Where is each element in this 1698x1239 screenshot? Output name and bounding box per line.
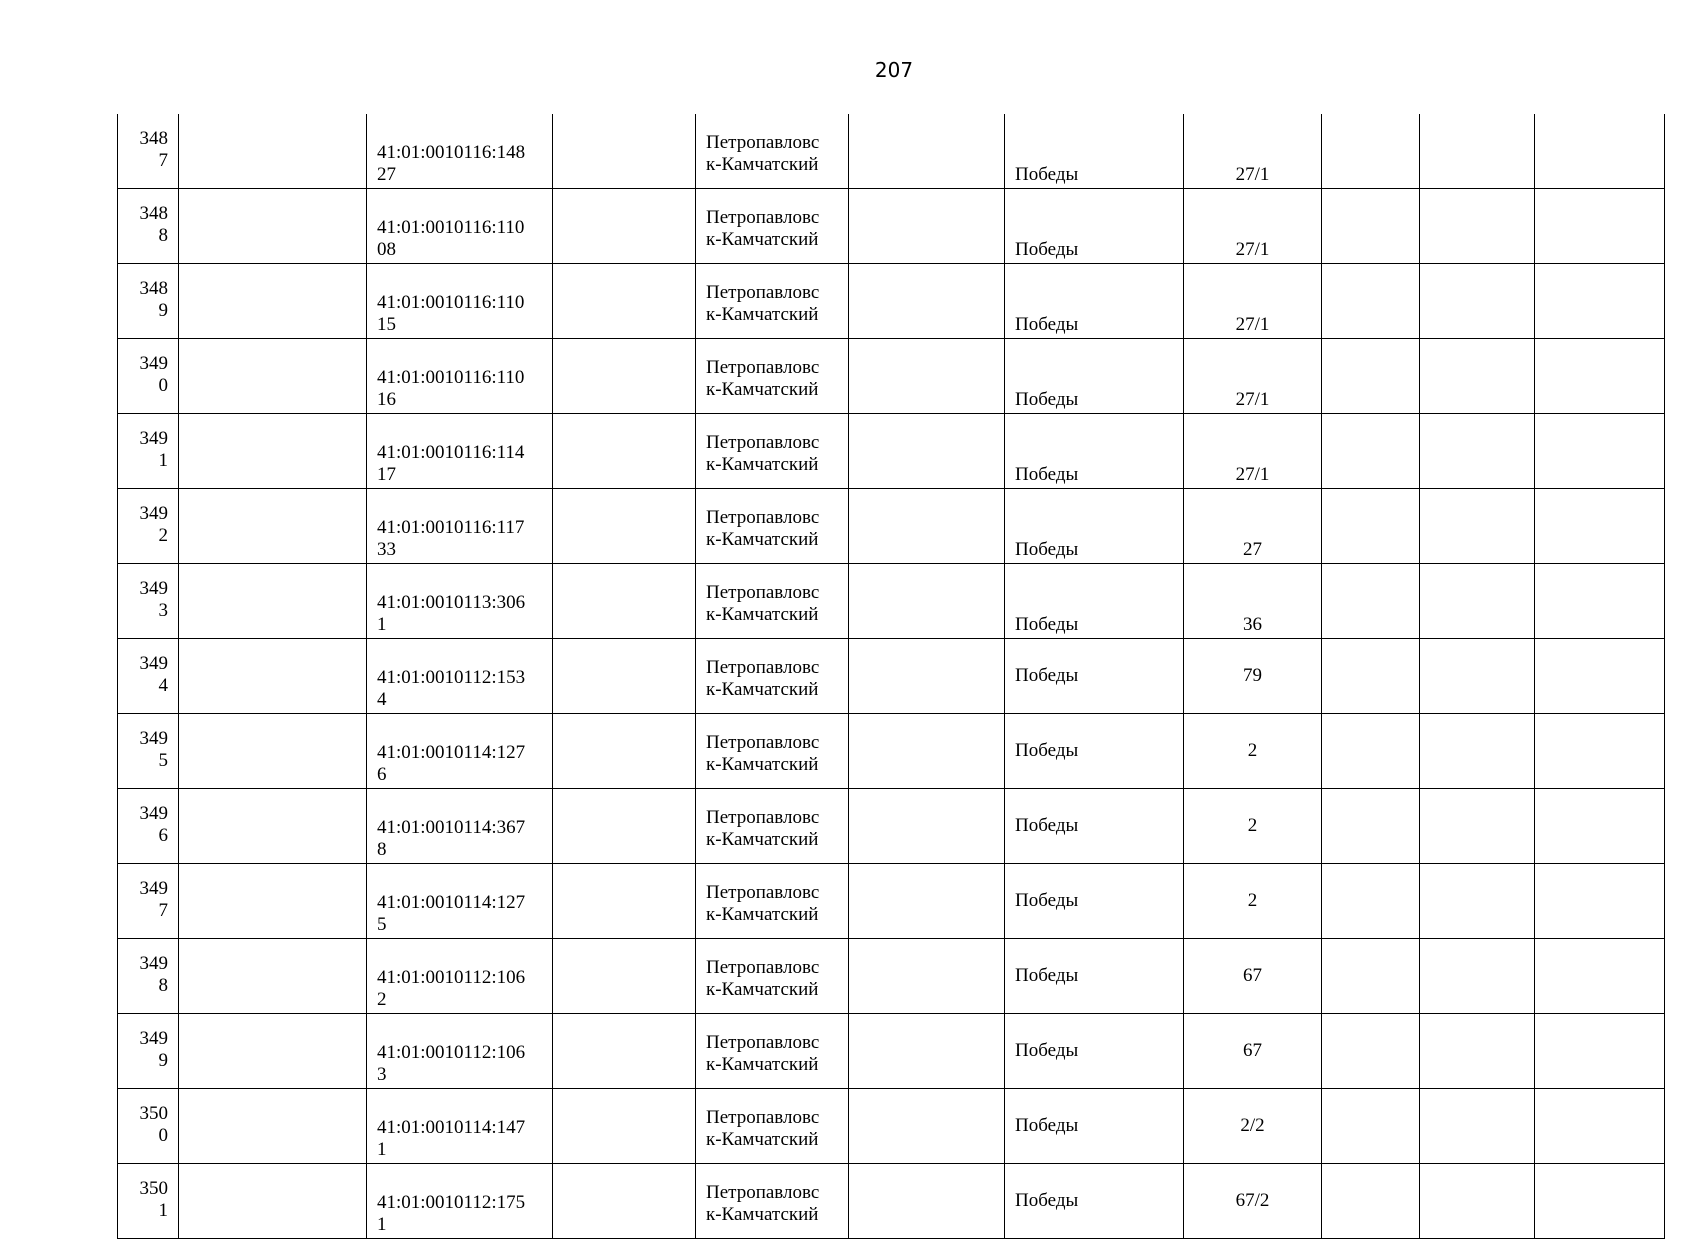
empty-cell xyxy=(1420,714,1535,789)
row-number-cell xyxy=(118,789,179,864)
empty-cell xyxy=(1322,939,1420,1014)
row-number-part1: 350 xyxy=(139,1178,168,1199)
cadastral-number-cell xyxy=(367,639,553,714)
city-part2: к-Камчатский xyxy=(706,454,819,475)
house-number-cell: 67/2 xyxy=(1184,1164,1322,1239)
empty-cell xyxy=(179,1089,367,1164)
city-part1: Петропавловс xyxy=(706,957,820,978)
table-row xyxy=(118,414,1665,489)
row-number-part2: 1 xyxy=(158,450,168,471)
table-row xyxy=(118,864,1665,939)
row-number-part1: 348 xyxy=(139,203,168,224)
empty-cell xyxy=(1322,1089,1420,1164)
city-part2: к-Камчатский xyxy=(706,304,819,325)
table-row xyxy=(118,939,1665,1014)
empty-cell xyxy=(849,1089,1005,1164)
cadastral-number-part2: 27 xyxy=(377,164,396,185)
empty-cell xyxy=(1420,639,1535,714)
street-cell: Победы xyxy=(1005,189,1184,264)
city-part2: к-Камчатский xyxy=(706,604,819,625)
empty-cell xyxy=(179,639,367,714)
row-number-cell xyxy=(118,939,179,1014)
empty-cell xyxy=(1420,1164,1535,1239)
row-number-part2: 5 xyxy=(158,750,168,771)
cadastral-number-part1: 41:01:0010116:114 xyxy=(377,442,525,463)
empty-cell xyxy=(1322,639,1420,714)
empty-cell xyxy=(1535,564,1665,639)
city-cell xyxy=(696,1164,849,1239)
cadastral-number-part2: 2 xyxy=(377,989,387,1010)
city-part2: к-Камчатский xyxy=(706,829,819,850)
cadastral-number-part2: 4 xyxy=(377,689,387,710)
empty-cell xyxy=(1322,189,1420,264)
cadastral-number-cell xyxy=(367,864,553,939)
empty-cell xyxy=(1535,114,1665,189)
empty-cell xyxy=(179,864,367,939)
empty-cell xyxy=(849,864,1005,939)
cadastral-number-part2: 6 xyxy=(377,764,387,785)
city-part1: Петропавловс xyxy=(706,807,820,828)
cadastral-number-part2: 1 xyxy=(377,1139,387,1160)
empty-cell xyxy=(1420,489,1535,564)
empty-cell xyxy=(849,114,1005,189)
row-number-part2: 7 xyxy=(158,900,168,921)
city-part1: Петропавловс xyxy=(706,507,820,528)
cadastral-number-cell xyxy=(367,339,553,414)
street-cell: Победы xyxy=(1005,864,1184,939)
empty-cell xyxy=(1535,414,1665,489)
empty-cell xyxy=(553,789,696,864)
row-number-part2: 1 xyxy=(158,1200,168,1221)
cadastral-number-part1: 41:01:0010112:175 xyxy=(377,1192,526,1213)
city-cell xyxy=(696,564,849,639)
row-number-cell xyxy=(118,339,179,414)
empty-cell xyxy=(1420,939,1535,1014)
cadastral-number-cell xyxy=(367,114,553,189)
cadastral-number-part2: 1 xyxy=(377,614,387,635)
house-number-cell: 67 xyxy=(1184,1014,1322,1089)
row-number-cell xyxy=(118,189,179,264)
empty-cell xyxy=(553,414,696,489)
city-part1: Петропавловс xyxy=(706,882,820,903)
register-table xyxy=(117,114,1665,1239)
row-number-part1: 349 xyxy=(139,728,168,749)
cadastral-number-part1: 41:01:0010112:153 xyxy=(377,667,526,688)
city-part1: Петропавловс xyxy=(706,582,820,603)
table-row xyxy=(118,189,1665,264)
row-number-part2: 9 xyxy=(158,300,168,321)
house-number-cell: 2 xyxy=(1184,789,1322,864)
cadastral-number-cell xyxy=(367,939,553,1014)
empty-cell xyxy=(849,789,1005,864)
row-number-part1: 350 xyxy=(139,1103,168,1124)
empty-cell xyxy=(1535,864,1665,939)
house-number-cell: 27/1 xyxy=(1184,339,1322,414)
cadastral-number-cell xyxy=(367,1164,553,1239)
empty-cell xyxy=(553,639,696,714)
cadastral-number-part2: 15 xyxy=(377,314,396,335)
empty-cell xyxy=(849,264,1005,339)
empty-cell xyxy=(849,639,1005,714)
street-cell: Победы xyxy=(1005,264,1184,339)
cadastral-number-part1: 41:01:0010112:106 xyxy=(377,967,526,988)
empty-cell xyxy=(553,489,696,564)
cadastral-number-part2: 33 xyxy=(377,539,396,560)
cadastral-number-part2: 5 xyxy=(377,914,387,935)
table-row xyxy=(118,114,1665,189)
street-cell: Победы xyxy=(1005,489,1184,564)
empty-cell xyxy=(553,264,696,339)
empty-cell xyxy=(1420,414,1535,489)
street-cell: Победы xyxy=(1005,564,1184,639)
empty-cell xyxy=(179,789,367,864)
empty-cell xyxy=(1420,789,1535,864)
row-number-part1: 349 xyxy=(139,953,168,974)
empty-cell xyxy=(1535,339,1665,414)
row-number-part2: 8 xyxy=(158,975,168,996)
street-cell: Победы xyxy=(1005,1164,1184,1239)
city-part1: Петропавловс xyxy=(706,282,820,303)
row-number-part2: 9 xyxy=(158,1050,168,1071)
empty-cell xyxy=(1535,489,1665,564)
empty-cell xyxy=(1322,1014,1420,1089)
table-row xyxy=(118,264,1665,339)
house-number-cell: 27/1 xyxy=(1184,414,1322,489)
city-part2: к-Камчатский xyxy=(706,754,819,775)
row-number-part1: 349 xyxy=(139,503,168,524)
cadastral-number-part1: 41:01:0010114:127 xyxy=(377,892,526,913)
house-number-cell: 27 xyxy=(1184,489,1322,564)
city-cell xyxy=(696,639,849,714)
city-part1: Петропавловс xyxy=(706,207,820,228)
cadastral-number-part1: 41:01:0010116:110 xyxy=(377,217,525,238)
row-number-cell xyxy=(118,714,179,789)
empty-cell xyxy=(553,564,696,639)
row-number-part2: 8 xyxy=(158,225,168,246)
cadastral-number-part1: 41:01:0010116:110 xyxy=(377,367,525,388)
empty-cell xyxy=(179,1164,367,1239)
empty-cell xyxy=(1420,1089,1535,1164)
city-part2: к-Камчатский xyxy=(706,379,819,400)
empty-cell xyxy=(849,939,1005,1014)
empty-cell xyxy=(1420,564,1535,639)
city-part2: к-Камчатский xyxy=(706,1129,819,1150)
empty-cell xyxy=(179,489,367,564)
table-row xyxy=(118,339,1665,414)
city-part2: к-Камчатский xyxy=(706,1204,819,1225)
row-number-part2: 3 xyxy=(158,600,168,621)
row-number-part2: 0 xyxy=(158,1125,168,1146)
cadastral-number-part1: 41:01:0010112:106 xyxy=(377,1042,526,1063)
empty-cell xyxy=(179,714,367,789)
row-number-part2: 0 xyxy=(158,375,168,396)
row-number-cell xyxy=(118,1014,179,1089)
cadastral-number-cell xyxy=(367,264,553,339)
house-number-cell: 2/2 xyxy=(1184,1089,1322,1164)
cadastral-number-part1: 41:01:0010116:110 xyxy=(377,292,525,313)
empty-cell xyxy=(553,939,696,1014)
city-cell xyxy=(696,1014,849,1089)
row-number-cell xyxy=(118,864,179,939)
row-number-cell xyxy=(118,114,179,189)
city-cell xyxy=(696,414,849,489)
cadastral-number-part2: 08 xyxy=(377,239,396,260)
cadastral-number-cell xyxy=(367,489,553,564)
table-row xyxy=(118,564,1665,639)
empty-cell xyxy=(849,1014,1005,1089)
empty-cell xyxy=(1535,714,1665,789)
empty-cell xyxy=(1420,339,1535,414)
empty-cell xyxy=(553,864,696,939)
page-number: 207 xyxy=(874,58,914,82)
empty-cell xyxy=(1535,1014,1665,1089)
street-cell: Победы xyxy=(1005,114,1184,189)
table-body xyxy=(118,114,1665,1239)
empty-cell xyxy=(1535,189,1665,264)
cadastral-number-part2: 16 xyxy=(377,389,396,410)
city-cell xyxy=(696,264,849,339)
row-number-part1: 349 xyxy=(139,653,168,674)
city-part1: Петропавловс xyxy=(706,732,820,753)
empty-cell xyxy=(1322,114,1420,189)
empty-cell xyxy=(179,114,367,189)
street-cell: Победы xyxy=(1005,714,1184,789)
cadastral-number-part2: 17 xyxy=(377,464,396,485)
city-part2: к-Камчатский xyxy=(706,229,819,250)
street-cell: Победы xyxy=(1005,639,1184,714)
empty-cell xyxy=(849,1164,1005,1239)
empty-cell xyxy=(1535,264,1665,339)
empty-cell xyxy=(849,339,1005,414)
city-part1: Петропавловс xyxy=(706,657,820,678)
empty-cell xyxy=(179,564,367,639)
empty-cell xyxy=(553,1164,696,1239)
house-number-cell: 2 xyxy=(1184,864,1322,939)
cadastral-number-part1: 41:01:0010114:147 xyxy=(377,1117,526,1138)
city-part1: Петропавловс xyxy=(706,1182,820,1203)
row-number-part1: 348 xyxy=(139,278,168,299)
street-cell: Победы xyxy=(1005,789,1184,864)
city-part2: к-Камчатский xyxy=(706,154,819,175)
row-number-part2: 6 xyxy=(158,825,168,846)
row-number-part1: 349 xyxy=(139,803,168,824)
row-number-part2: 4 xyxy=(158,675,168,696)
cadastral-number-cell xyxy=(367,789,553,864)
empty-cell xyxy=(1322,564,1420,639)
table-row xyxy=(118,1089,1665,1164)
cadastral-number-part1: 41:01:0010116:117 xyxy=(377,517,525,538)
street-cell: Победы xyxy=(1005,414,1184,489)
empty-cell xyxy=(1420,114,1535,189)
house-number-cell: 27/1 xyxy=(1184,114,1322,189)
empty-cell xyxy=(1322,714,1420,789)
empty-cell xyxy=(179,189,367,264)
empty-cell xyxy=(553,1089,696,1164)
cadastral-number-part2: 3 xyxy=(377,1064,387,1085)
row-number-part2: 2 xyxy=(158,525,168,546)
row-number-cell xyxy=(118,414,179,489)
row-number-cell xyxy=(118,564,179,639)
empty-cell xyxy=(553,1014,696,1089)
row-number-part1: 349 xyxy=(139,578,168,599)
row-number-part1: 349 xyxy=(139,353,168,374)
city-cell xyxy=(696,939,849,1014)
empty-cell xyxy=(1322,339,1420,414)
empty-cell xyxy=(849,564,1005,639)
city-part2: к-Камчатский xyxy=(706,979,819,1000)
street-cell: Победы xyxy=(1005,339,1184,414)
city-cell xyxy=(696,339,849,414)
empty-cell xyxy=(179,339,367,414)
empty-cell xyxy=(1322,414,1420,489)
cadastral-number-cell xyxy=(367,714,553,789)
empty-cell xyxy=(553,339,696,414)
street-cell: Победы xyxy=(1005,1089,1184,1164)
cadastral-number-part1: 41:01:0010114:367 xyxy=(377,817,526,838)
empty-cell xyxy=(179,264,367,339)
row-number-part1: 349 xyxy=(139,428,168,449)
city-part1: Петропавловс xyxy=(706,132,820,153)
empty-cell xyxy=(1322,1164,1420,1239)
city-part2: к-Камчатский xyxy=(706,679,819,700)
empty-cell xyxy=(1420,264,1535,339)
house-number-cell: 79 xyxy=(1184,639,1322,714)
empty-cell xyxy=(1322,864,1420,939)
house-number-cell: 27/1 xyxy=(1184,264,1322,339)
cadastral-number-cell xyxy=(367,564,553,639)
empty-cell xyxy=(1420,1014,1535,1089)
empty-cell xyxy=(849,414,1005,489)
empty-cell xyxy=(1420,864,1535,939)
city-part2: к-Камчатский xyxy=(706,529,819,550)
cadastral-number-cell xyxy=(367,1014,553,1089)
house-number-cell: 36 xyxy=(1184,564,1322,639)
house-number-cell: 2 xyxy=(1184,714,1322,789)
street-cell: Победы xyxy=(1005,1014,1184,1089)
empty-cell xyxy=(1535,639,1665,714)
table-row xyxy=(118,1164,1665,1239)
city-cell xyxy=(696,789,849,864)
cadastral-number-part2: 8 xyxy=(377,839,387,860)
empty-cell xyxy=(179,939,367,1014)
table-row xyxy=(118,489,1665,564)
city-part1: Петропавловс xyxy=(706,1032,820,1053)
empty-cell xyxy=(1535,1089,1665,1164)
cadastral-number-part1: 41:01:0010113:306 xyxy=(377,592,526,613)
city-cell xyxy=(696,714,849,789)
city-cell xyxy=(696,489,849,564)
empty-cell xyxy=(1535,939,1665,1014)
city-part1: Петропавловс xyxy=(706,432,820,453)
row-number-cell xyxy=(118,489,179,564)
empty-cell xyxy=(553,714,696,789)
street-cell: Победы xyxy=(1005,939,1184,1014)
city-part1: Петропавловс xyxy=(706,1107,820,1128)
city-part2: к-Камчатский xyxy=(706,904,819,925)
empty-cell xyxy=(849,189,1005,264)
table-row xyxy=(118,639,1665,714)
cadastral-number-cell xyxy=(367,414,553,489)
empty-cell xyxy=(1322,789,1420,864)
empty-cell xyxy=(553,114,696,189)
cadastral-number-cell xyxy=(367,189,553,264)
house-number-cell: 27/1 xyxy=(1184,189,1322,264)
empty-cell xyxy=(1535,789,1665,864)
table-row xyxy=(118,1014,1665,1089)
city-cell xyxy=(696,114,849,189)
cadastral-number-cell xyxy=(367,1089,553,1164)
city-cell xyxy=(696,864,849,939)
table-row xyxy=(118,789,1665,864)
cadastral-number-part1: 41:01:0010114:127 xyxy=(377,742,526,763)
row-number-part1: 349 xyxy=(139,878,168,899)
empty-cell xyxy=(1322,489,1420,564)
city-part2: к-Камчатский xyxy=(706,1054,819,1075)
row-number-cell xyxy=(118,1164,179,1239)
empty-cell xyxy=(849,489,1005,564)
table-row xyxy=(118,714,1665,789)
empty-cell xyxy=(179,414,367,489)
empty-cell xyxy=(1322,264,1420,339)
row-number-cell xyxy=(118,1089,179,1164)
cadastral-number-part1: 41:01:0010116:148 xyxy=(377,142,526,163)
row-number-part1: 349 xyxy=(139,1028,168,1049)
city-part1: Петропавловс xyxy=(706,357,820,378)
empty-cell xyxy=(179,1014,367,1089)
empty-cell xyxy=(849,714,1005,789)
empty-cell xyxy=(1535,1164,1665,1239)
house-number-cell: 67 xyxy=(1184,939,1322,1014)
row-number-part1: 348 xyxy=(139,128,168,149)
row-number-part2: 7 xyxy=(158,150,168,171)
row-number-cell xyxy=(118,639,179,714)
row-number-cell xyxy=(118,264,179,339)
city-cell xyxy=(696,189,849,264)
cadastral-number-part2: 1 xyxy=(377,1214,387,1235)
empty-cell xyxy=(1420,189,1535,264)
city-cell xyxy=(696,1089,849,1164)
empty-cell xyxy=(553,189,696,264)
